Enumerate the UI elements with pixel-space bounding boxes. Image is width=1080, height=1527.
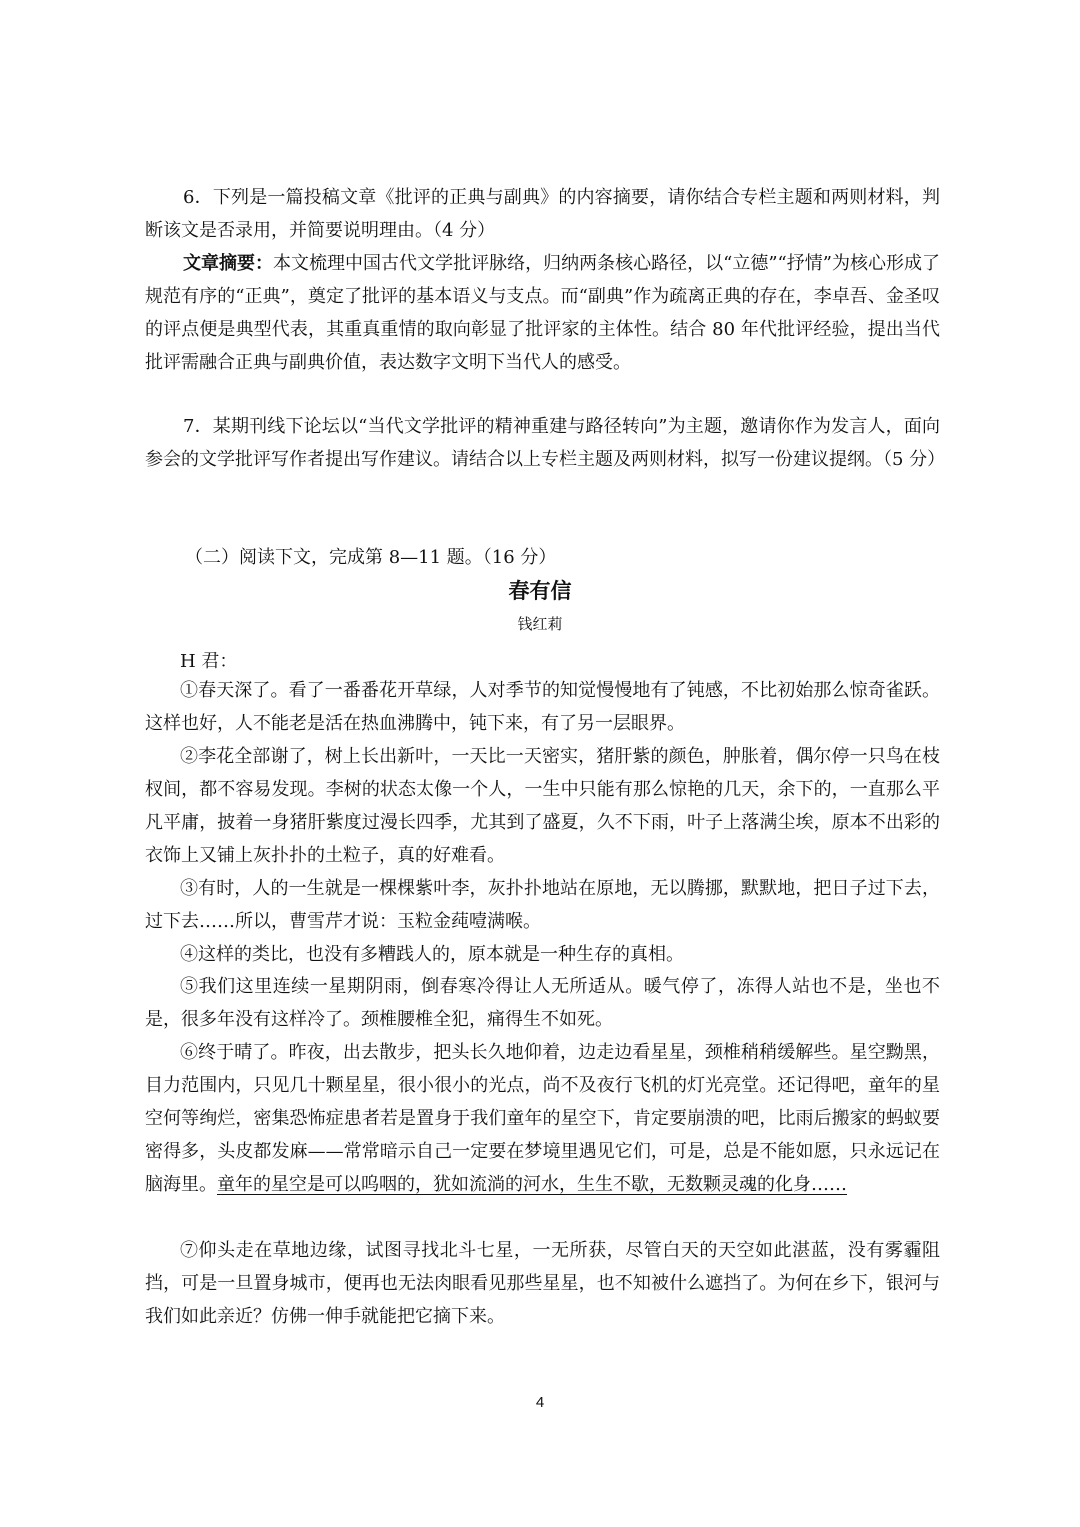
paragraph-1: ①春天深了。看了一番番花开草绿，人对季节的知觉慢慢地有了钝感，不比初始那么惊奇雀跃。这样也好，人不能老是活在热血沸腾中，钝下来，有了另一层眼界。 bbox=[145, 680, 940, 734]
question-6-summary bbox=[145, 247, 940, 379]
paragraph-2: ②李花全部谢了，树上长出新叶，一天比一天密实，猪肝紫的颜色，肿胀着，偶尔停一只鸟在枝杈间，都不容易发现。李树的状态太像一个人，一生中只能有那么惊艳的几天，余下的，一直那么平凡平庸，披着一身猪肝紫度过漫长四季，尤其到了盛夏，久不下雨，叶子上落满尘埃，原本不出彩的衣饰上又铺上灰扑扑的土粒子，真的好难看。 bbox=[145, 746, 940, 866]
paragraph-6-main: ⑥终于晴了。昨夜，出去散步，把头长久地仰着，边走边看星星，颈椎稍稍缓解些。星空黝黑，目力范围内，只见几十颗星星，很小很小的光点，尚不及夜行飞机的灯光亮堂。还记得吧，童年的星空何等绚烂，密集恐怖症患者若是置身于我们童年的星空下，肯定要崩溃的吧，比雨后搬家的蚂蚁要密得多，头皮都发麻——常常暗示自己一定要在梦境里遇见它们，可是，总是不能如愿，只永远记在脑海里。 bbox=[145, 1042, 940, 1195]
page-number: 4 bbox=[535, 1394, 545, 1411]
paragraph-6-underlined-sentence: 童年的星空是可以呜咽的，犹如流淌的河水，生生不歇，无数颗灵魂的化身…… bbox=[217, 1174, 847, 1195]
section-2-heading: （二）阅读下文，完成第 8—11 题。（16 分） bbox=[185, 547, 557, 568]
paragraph-6 bbox=[145, 1036, 940, 1201]
paragraph-4: ④这样的类比，也没有多糟践人的，原本就是一种生存的真相。 bbox=[180, 944, 684, 965]
question-7-prompt: 7．某期刊线下论坛以“当代文学批评的精神重建与路径转向”为主题，邀请你作为发言人，面向参会的文学批评写作者提出写作建议。请结合以上专栏主题及两则材料，拟写一份建议提纲。（5 分） bbox=[145, 416, 946, 470]
summary-text: 本文梳理中国古代文学批评脉络，归纳两条核心路径，以“立德”“抒情”为核心形成了规范有序的“正典”，奠定了批评的基本语义与支点。而“副典”作为疏离正典的存在，李卓吾、金圣叹的评点便是典型代表，其重真重情的取向彰显了批评家的主体性。结合 80 年代批评经验，提出当代批评需融合正典与副典价值，表达数字文明下当代人的感受。 bbox=[145, 253, 941, 373]
article-author: 钱红莉 bbox=[517, 615, 563, 633]
paragraph-5: ⑤我们这里连续一星期阴雨，倒春寒冷得让人无所适从。暖气停了，冻得人站也不是，坐也不是，很多年没有这样冷了。颈椎腰椎全犯，痛得生不如死。 bbox=[145, 976, 940, 1030]
article-title: 春有信 bbox=[508, 578, 572, 603]
paragraph-7: ⑦仰头走在草地边缘，试图寻找北斗七星，一无所获，尽管白天的天空如此湛蓝，没有雾霾阻挡，可是一旦置身城市，便再也无法肉眼看见那些星星，也不知被什么遮挡了。为何在乡下，银河与我们如此亲近？仿佛一伸手就能把它摘下来。 bbox=[145, 1240, 940, 1327]
summary-label: 文章摘要： bbox=[183, 253, 274, 274]
paragraph-3: ③有时，人的一生就是一棵棵紫叶李，灰扑扑地站在原地，无以腾挪，默默地，把日子过下去，过下去……所以，曹雪芹才说：玉粒金莼噎满喉。 bbox=[145, 878, 940, 932]
question-6-prompt: 6．下列是一篇投稿文章《批评的正典与副典》的内容摘要，请你结合专栏主题和两则材料，判断该文是否录用，并简要说明理由。（4 分） bbox=[145, 187, 940, 241]
letter-salutation: H 君： bbox=[180, 651, 238, 672]
